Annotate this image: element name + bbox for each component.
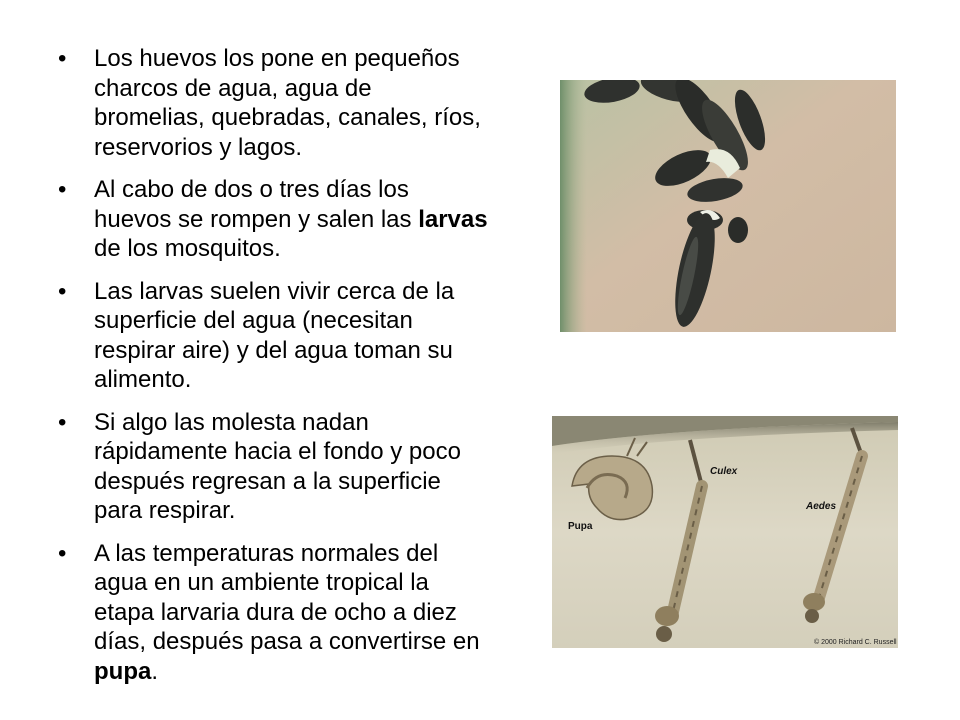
bullet-item-1 bbox=[58, 44, 488, 162]
bullet-text-4: Si algo las molesta nadan rápidamente hacia el fondo y poco después regresan a la superficie para respirar. bbox=[94, 408, 461, 524]
bullet-dot: • bbox=[58, 539, 67, 567]
mosquito-eggs-photo bbox=[560, 80, 896, 332]
label-pupa: Pupa bbox=[568, 521, 593, 532]
bullet-text-2-after: de los mosquitos. bbox=[94, 235, 281, 262]
bullet-item-4 bbox=[58, 408, 488, 526]
bullet-text-5-after: . bbox=[151, 657, 158, 685]
bullet-item-3 bbox=[58, 277, 488, 395]
bullet-item-2 bbox=[58, 175, 488, 264]
bullet-dot: • bbox=[58, 45, 67, 72]
larvae-pupa-photo bbox=[552, 416, 898, 648]
bullet-item-5 bbox=[58, 539, 488, 687]
bullet-text-5-before: A las temperaturas normales del agua en un ambiente tropical la etapa larvaria dura de ocho a diez días, después pasa a convertirse en bbox=[94, 539, 480, 655]
bullet-text-2-bold: larvas bbox=[418, 205, 488, 233]
photo-copyright: © 2000 Richard C. Russell bbox=[814, 639, 897, 646]
bullet-text-5-bold: pupa bbox=[94, 657, 152, 685]
bullet-text-1: Los huevos los pone en pequeños charcos de agua, agua de bromelias, quebradas, canales, ríos, reservorios y lagos. bbox=[94, 45, 481, 161]
bullet-text-2 bbox=[94, 176, 488, 262]
bullet-text-2-before: Al cabo de dos o tres días los huevos se rompen y salen las bbox=[94, 176, 419, 233]
label-culex: Culex bbox=[710, 466, 738, 477]
bullet-text-3: Las larvas suelen vivir cerca de la superficie del agua (necesitan respirar aire) y del agua toman su alimento. bbox=[94, 277, 455, 393]
bullet-dot: • bbox=[58, 408, 67, 436]
label-aedes: Aedes bbox=[806, 501, 837, 512]
bullet-text-5 bbox=[94, 540, 480, 685]
bullet-dot: • bbox=[58, 277, 67, 305]
bullet-dot: • bbox=[58, 176, 67, 203]
bullet-list bbox=[58, 44, 488, 699]
